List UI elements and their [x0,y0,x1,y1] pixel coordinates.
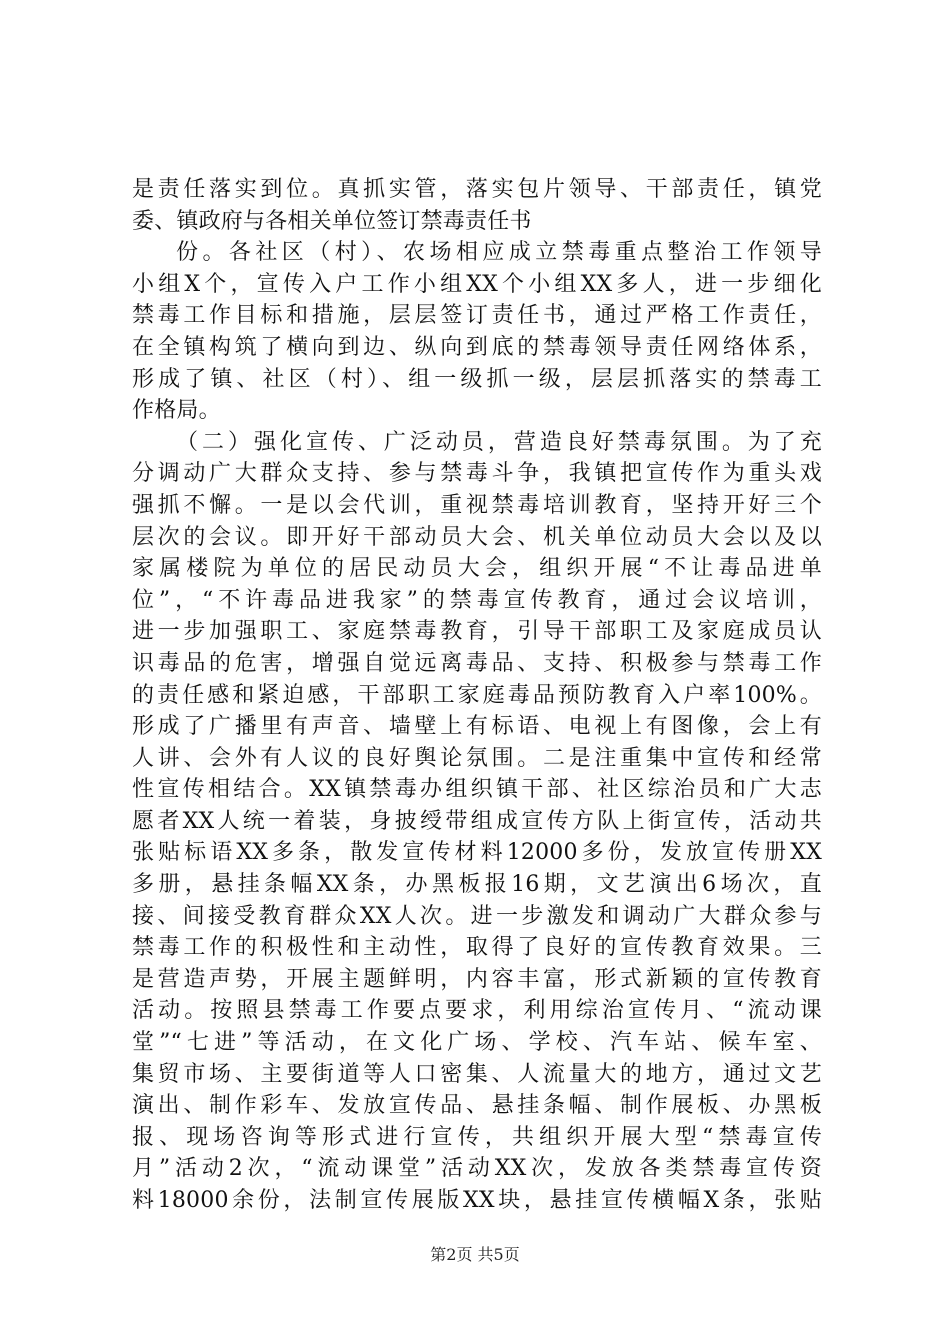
text-line: 报、现场咨询等形式进行宣传，共组织开展大型“禁毒宣传 [132,1124,822,1150]
text-line: 委、镇政府与各相关单位签订禁毒责任书 [132,208,532,234]
text-line: 月”活动2次，“流动课堂”活动XX次，发放各类禁毒宣传资 [132,1156,822,1182]
text-line: 强抓不懈。一是以会代训，重视禁毒培训教育，坚持开好三个 [132,492,822,518]
text-line: 堂”“七进”等活动，在文化广场、学校、汽车站、候车室、 [132,1030,822,1056]
text-line: 接、间接受教育群众XX人次。进一步激发和调动广大群众参与 [132,903,822,929]
text-line: 禁毒工作目标和措施，层层签订责任书，通过严格工作责任， [132,303,822,329]
text-line: 份。各社区（村）、农场相应成立禁毒重点整治工作领导 [176,240,822,266]
text-line: 张贴标语XX多条，散发宣传材料12000多份，发放宣传册XX [132,840,822,866]
text-line: 进一步加强职工、家庭禁毒教育，引导干部职工及家庭成员认 [132,619,822,645]
text-line: 在全镇构筑了横向到边、纵向到底的禁毒领导责任网络体系， [132,334,822,360]
text-line: 人讲、会外有人议的良好舆论氛围。二是注重集中宣传和经常 [132,745,822,771]
text-line: 愿者XX人统一着装，身披绶带组成宣传方队上街宣传，活动共 [132,808,822,834]
text-line: 多册，悬挂条幅XX条，办黑板报16期，文艺演出6场次，直 [132,872,822,898]
text-line: 形成了广播里有声音、墙壁上有标语、电视上有图像，会上有 [132,714,822,740]
text-line: 集贸市场、主要街道等人口密集、人流量大的地方，通过文艺 [132,1061,822,1087]
text-line: 家属楼院为单位的居民动员大会，组织开展“不让毒品进单 [132,556,822,582]
text-line: 小组X个，宣传入户工作小组XX个小组XX多人，进一步细化 [132,271,822,297]
text-line: 性宣传相结合。XX镇禁毒办组织镇干部、社区综治员和广大志 [132,777,822,803]
text-line: 的责任感和紧迫感，干部职工家庭毒品预防教育入户率100%。 [132,682,822,708]
text-line: 作格局。 [132,398,221,424]
text-line: 分调动广大群众支持、参与禁毒斗争，我镇把宣传作为重头戏 [132,461,822,487]
page-number-footer: 第2页 共5页 [430,1245,520,1264]
text-line: 位”，“不许毒品进我家”的禁毒宣传教育，通过会议培训， [132,587,822,613]
text-line: 活动。按照县禁毒工作要点要求，利用综治宣传月、“流动课 [132,998,822,1024]
text-line: 层次的会议。即开好干部动员大会、机关单位动员大会以及以 [132,524,822,550]
body-text [132,174,822,1217]
text-line: 禁毒工作的积极性和主动性，取得了良好的宣传教育效果。三 [132,935,822,961]
text-line: 是营造声势，开展主题鲜明，内容丰富，形式新颖的宣传教育 [132,966,822,992]
section-heading-line: （二）强化宣传、广泛动员，营造良好禁毒氛围。为了充 [176,429,822,455]
text-line: 识毒品的危害，增强自觉远离毒品、支持、积极参与禁毒工作 [132,650,822,676]
text-line: 是责任落实到位。真抓实管，落实包片领导、干部责任，镇党 [132,177,822,202]
text-line: 料18000余份，法制宣传展版XX块，悬挂宣传横幅X条，张贴 [132,1188,822,1213]
text-line: 演出、制作彩车、发放宣传品、悬挂条幅、制作展板、办黑板 [132,1093,822,1119]
text-line: 形成了镇、社区（村）、组一级抓一级，层层抓落实的禁毒工 [132,366,822,392]
